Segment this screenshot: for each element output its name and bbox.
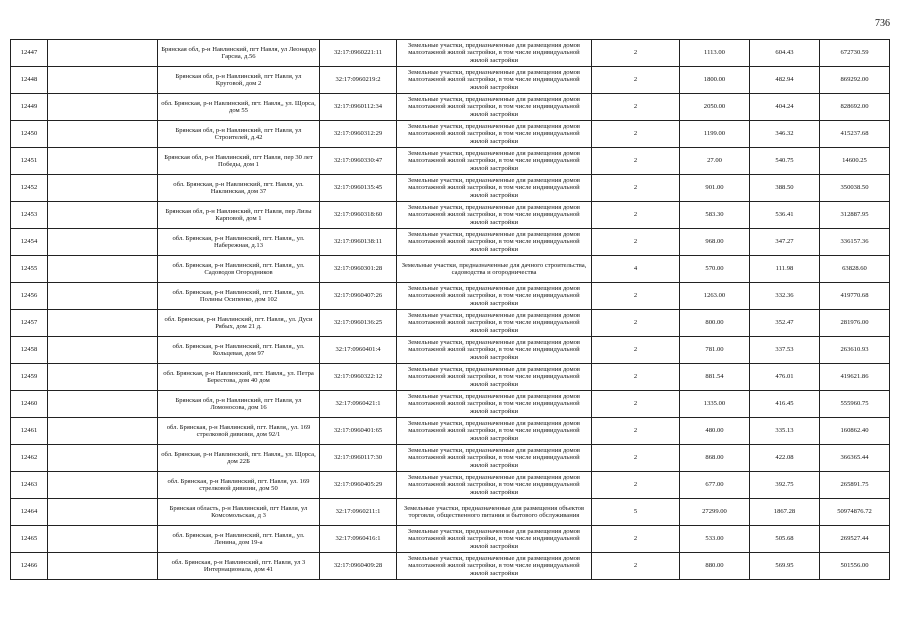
unit-value-cell: 388.50 — [750, 175, 820, 202]
empty-cell — [48, 94, 158, 121]
category-cell: 2 — [592, 526, 680, 553]
address-cell: обл. Брянская, р-н Навлинский, пгт. Навля, ул 3 Интернационала, дом 41 — [158, 553, 320, 580]
cadastral-number-cell: 32:17:0960112:34 — [320, 94, 397, 121]
address-cell: Брянская обл, р-н Навлинский, пгт Навля, ул Строителей, д.42 — [158, 121, 320, 148]
category-cell: 4 — [592, 256, 680, 283]
cadastral-number-cell: 32:17:0960221:11 — [320, 40, 397, 67]
address-cell: обл. Брянская, р-н Навлинский, пгт. Навля,, ул. Садоводов Огородников — [158, 256, 320, 283]
area-cell: 1263.00 — [680, 283, 750, 310]
cadastral-value-cell: 828692.00 — [820, 94, 890, 121]
address-cell: обл. Брянская, р-н Навлинский, пгт. Навля,, ул. Щорса, дом 22Б — [158, 445, 320, 472]
cadastral-value-cell: 265891.75 — [820, 472, 890, 499]
address-cell: Брянская обл, р-н Навлинский, пгт Навля, ул Леонардо Гарсиа, д.56 — [158, 40, 320, 67]
cadastral-value-cell: 336157.36 — [820, 229, 890, 256]
address-cell: обл. Брянская, р-н Навлинский, пгт. Навля,, ул. 169 стрелковой дивизии, дом 92/1 — [158, 418, 320, 445]
unit-value-cell: 332.36 — [750, 283, 820, 310]
land-use-cell: Земельные участки, предназначенные для размещения домов малоэтажной жилой застройки, в том числе индивидуальной жилой застройки — [397, 148, 592, 175]
empty-cell — [48, 40, 158, 67]
row-number: 12463 — [11, 472, 48, 499]
area-cell: 583.30 — [680, 202, 750, 229]
empty-cell — [48, 553, 158, 580]
address-cell: Брянская обл, р-н Навлинский, пгт Навля, ул Ломоносова, дом 16 — [158, 391, 320, 418]
cadastral-number-cell: 32:17:0960138:11 — [320, 229, 397, 256]
empty-cell — [48, 418, 158, 445]
unit-value-cell: 392.75 — [750, 472, 820, 499]
unit-value-cell: 416.45 — [750, 391, 820, 418]
address-cell: Брянская обл, р-н Навлинский, пгт Навля, ул Круговой, дом 2 — [158, 67, 320, 94]
land-use-cell: Земельные участки, предназначенные для размещения домов малоэтажной жилой застройки, в том числе индивидуальной жилой застройки — [397, 175, 592, 202]
land-use-cell: Земельные участки, предназначенные для размещения домов малоэтажной жилой застройки, в том числе индивидуальной жилой застройки — [397, 67, 592, 94]
unit-value-cell: 540.75 — [750, 148, 820, 175]
table-row — [11, 310, 890, 337]
land-use-cell: Земельные участки, предназначенные для размещения домов малоэтажной жилой застройки, в том числе индивидуальной жилой застройки — [397, 445, 592, 472]
row-number: 12449 — [11, 94, 48, 121]
cadastral-number-cell: 32:17:0960416:1 — [320, 526, 397, 553]
table-row — [11, 256, 890, 283]
address-cell: обл. Брянская, р-н Навлинский, пгт. Навля,, ул. Дуси Рябых, дом 21 д. — [158, 310, 320, 337]
table-row — [11, 229, 890, 256]
table-row — [11, 526, 890, 553]
row-number: 12458 — [11, 337, 48, 364]
cadastral-number-cell: 32:17:0960405:29 — [320, 472, 397, 499]
cadastral-value-cell: 350038.50 — [820, 175, 890, 202]
area-cell: 27299.00 — [680, 499, 750, 526]
empty-cell — [48, 67, 158, 94]
cadastral-number-cell: 32:17:0960421:1 — [320, 391, 397, 418]
cadastral-value-cell: 555960.75 — [820, 391, 890, 418]
land-use-cell: Земельные участки, предназначенные для размещения домов малоэтажной жилой застройки, в том числе индивидуальной жилой застройки — [397, 202, 592, 229]
land-use-cell: Земельные участки, предназначенные для размещения домов малоэтажной жилой застройки, в том числе индивидуальной жилой застройки — [397, 391, 592, 418]
empty-cell — [48, 175, 158, 202]
row-number: 12460 — [11, 391, 48, 418]
table-row — [11, 67, 890, 94]
address-cell: обл. Брянская, р-н Навлинский, пгт. Навля, ул. Наклинская, дом 37 — [158, 175, 320, 202]
area-cell: 1113.00 — [680, 40, 750, 67]
category-cell: 2 — [592, 472, 680, 499]
category-cell: 2 — [592, 553, 680, 580]
land-use-cell: Земельные участки, предназначенные для размещения домов малоэтажной жилой застройки, в том числе индивидуальной жилой застройки — [397, 472, 592, 499]
cadastral-value-cell: 63828.60 — [820, 256, 890, 283]
cadastral-value-cell: 14600.25 — [820, 148, 890, 175]
row-number: 12456 — [11, 283, 48, 310]
unit-value-cell: 1867.28 — [750, 499, 820, 526]
cadastral-number-cell: 32:17:0960401:65 — [320, 418, 397, 445]
category-cell: 2 — [592, 67, 680, 94]
empty-cell — [48, 148, 158, 175]
land-use-cell: Земельные участки, предназначенные для дачного строительства, садоводства и огородничества — [397, 256, 592, 283]
empty-cell — [48, 229, 158, 256]
empty-cell — [48, 526, 158, 553]
cadastral-number-cell: 32:17:0960136:25 — [320, 310, 397, 337]
area-cell: 1800.00 — [680, 67, 750, 94]
cadastral-number-cell: 32:17:0960211:1 — [320, 499, 397, 526]
land-use-cell: Земельные участки, предназначенные для размещения домов малоэтажной жилой застройки, в том числе индивидуальной жилой застройки — [397, 310, 592, 337]
table-row — [11, 121, 890, 148]
table-row — [11, 337, 890, 364]
category-cell: 2 — [592, 148, 680, 175]
row-number: 12450 — [11, 121, 48, 148]
unit-value-cell: 505.68 — [750, 526, 820, 553]
cadastral-value-cell: 50974876.72 — [820, 499, 890, 526]
land-use-cell: Земельные участки, предназначенные для размещения домов малоэтажной жилой застройки, в том числе индивидуальной жилой застройки — [397, 337, 592, 364]
category-cell: 2 — [592, 364, 680, 391]
address-cell: обл. Брянская, р-н Навлинский, пгт. Навля,, ул. Ленина, дом 19-а — [158, 526, 320, 553]
table-row — [11, 364, 890, 391]
category-cell: 2 — [592, 418, 680, 445]
cadastral-value-cell: 366365.44 — [820, 445, 890, 472]
area-cell: 27.00 — [680, 148, 750, 175]
row-number: 12451 — [11, 148, 48, 175]
category-cell: 2 — [592, 121, 680, 148]
area-cell: 781.00 — [680, 337, 750, 364]
area-cell: 480.00 — [680, 418, 750, 445]
cadastral-value-cell: 419621.86 — [820, 364, 890, 391]
empty-cell — [48, 472, 158, 499]
cadastral-value-cell: 281976.00 — [820, 310, 890, 337]
land-use-cell: Земельные участки, предназначенные для размещения домов малоэтажной жилой застройки, в том числе индивидуальной жилой застройки — [397, 229, 592, 256]
cadastral-value-cell: 263610.93 — [820, 337, 890, 364]
area-cell: 1335.00 — [680, 391, 750, 418]
cadastral-value-cell: 672730.59 — [820, 40, 890, 67]
unit-value-cell: 335.13 — [750, 418, 820, 445]
area-cell: 901.00 — [680, 175, 750, 202]
unit-value-cell: 337.53 — [750, 337, 820, 364]
category-cell: 2 — [592, 175, 680, 202]
area-cell: 570.00 — [680, 256, 750, 283]
category-cell: 2 — [592, 391, 680, 418]
row-number: 12465 — [11, 526, 48, 553]
category-cell: 2 — [592, 337, 680, 364]
category-cell: 2 — [592, 283, 680, 310]
address-cell: Брянская обл, р-н Навлинский, пгт Навля, пер Лизы Карповой, дом 1 — [158, 202, 320, 229]
page-number: 736 — [875, 18, 890, 29]
unit-value-cell: 482.94 — [750, 67, 820, 94]
cadastral-number-cell: 32:17:0960312:29 — [320, 121, 397, 148]
area-cell: 868.00 — [680, 445, 750, 472]
table-row — [11, 391, 890, 418]
area-cell: 1199.00 — [680, 121, 750, 148]
cadastral-number-cell: 32:17:0960401:4 — [320, 337, 397, 364]
unit-value-cell: 404.24 — [750, 94, 820, 121]
cadastral-number-cell: 32:17:0960318:60 — [320, 202, 397, 229]
address-cell: Брянская область, р-н Навлинский, пгт Навля, ул Комсомольская, д 3 — [158, 499, 320, 526]
land-use-cell: Земельные участки, предназначенные для размещения домов малоэтажной жилой застройки, в том числе индивидуальной жилой застройки — [397, 418, 592, 445]
table-row — [11, 175, 890, 202]
row-number: 12461 — [11, 418, 48, 445]
cadastral-value-cell: 501556.00 — [820, 553, 890, 580]
area-cell: 880.00 — [680, 553, 750, 580]
land-use-cell: Земельные участки, предназначенные для размещения объектов торговли, общественного питания и бытового обслуживания — [397, 499, 592, 526]
table-row — [11, 553, 890, 580]
category-cell: 2 — [592, 94, 680, 121]
row-number: 12455 — [11, 256, 48, 283]
table-body — [11, 40, 890, 580]
table-row — [11, 40, 890, 67]
cadastral-value-table — [10, 39, 890, 580]
category-cell: 2 — [592, 229, 680, 256]
land-use-cell: Земельные участки, предназначенные для размещения домов малоэтажной жилой застройки, в том числе индивидуальной жилой застройки — [397, 121, 592, 148]
area-cell: 800.00 — [680, 310, 750, 337]
area-cell: 533.00 — [680, 526, 750, 553]
table-row — [11, 148, 890, 175]
row-number: 12464 — [11, 499, 48, 526]
address-cell: обл. Брянская, р-н Навлинский, пгт. Навля,, ул. Кольцевая, дом 97 — [158, 337, 320, 364]
row-number: 12457 — [11, 310, 48, 337]
unit-value-cell: 347.27 — [750, 229, 820, 256]
area-cell: 881.54 — [680, 364, 750, 391]
row-number: 12448 — [11, 67, 48, 94]
unit-value-cell: 352.47 — [750, 310, 820, 337]
cadastral-number-cell: 32:17:0960135:45 — [320, 175, 397, 202]
empty-cell — [48, 256, 158, 283]
land-use-cell: Земельные участки, предназначенные для размещения домов малоэтажной жилой застройки, в том числе индивидуальной жилой застройки — [397, 94, 592, 121]
cadastral-number-cell: 32:17:0960117:30 — [320, 445, 397, 472]
address-cell: обл. Брянская, р-н Навлинский, пгт. Навля,, ул. Петра Берестова, дом 40 дом — [158, 364, 320, 391]
row-number: 12447 — [11, 40, 48, 67]
address-cell: обл. Брянская, р-н Навлинский, пгт. Навля,, ул. Щорса, дом 55 — [158, 94, 320, 121]
cadastral-value-cell: 869292.00 — [820, 67, 890, 94]
row-number: 12454 — [11, 229, 48, 256]
cadastral-value-cell: 160862.40 — [820, 418, 890, 445]
address-cell: Брянская обл, р-н Навлинский, пгт Навля, пер 30 лет Победы, дом 1 — [158, 148, 320, 175]
cadastral-value-cell: 312887.95 — [820, 202, 890, 229]
address-cell: обл. Брянская, р-н Навлинский, пгт. Навля, ул. 169 стрелковой дивизии, дом 50 — [158, 472, 320, 499]
table-row — [11, 94, 890, 121]
empty-cell — [48, 391, 158, 418]
land-use-cell: Земельные участки, предназначенные для размещения домов малоэтажной жилой застройки, в том числе индивидуальной жилой застройки — [397, 283, 592, 310]
unit-value-cell: 476.01 — [750, 364, 820, 391]
row-number: 12466 — [11, 553, 48, 580]
area-cell: 677.00 — [680, 472, 750, 499]
row-number: 12452 — [11, 175, 48, 202]
empty-cell — [48, 121, 158, 148]
address-cell: обл. Брянская, р-н Навлинский, пгт. Навля,, ул. Набережная, д.13 — [158, 229, 320, 256]
cadastral-number-cell: 32:17:0960301:28 — [320, 256, 397, 283]
table-row — [11, 472, 890, 499]
land-use-cell: Земельные участки, предназначенные для размещения домов малоэтажной жилой застройки, в том числе индивидуальной жилой застройки — [397, 364, 592, 391]
row-number: 12459 — [11, 364, 48, 391]
unit-value-cell: 604.43 — [750, 40, 820, 67]
address-cell: обл. Брянская, р-н Навлинский, пгт. Навля,, ул. Полины Осипенко, дом 102 — [158, 283, 320, 310]
empty-cell — [48, 283, 158, 310]
cadastral-number-cell: 32:17:0960322:12 — [320, 364, 397, 391]
table-row — [11, 499, 890, 526]
area-cell: 2050.00 — [680, 94, 750, 121]
empty-cell — [48, 445, 158, 472]
table-row — [11, 202, 890, 229]
category-cell: 2 — [592, 40, 680, 67]
category-cell: 2 — [592, 310, 680, 337]
cadastral-number-cell: 32:17:0960407:26 — [320, 283, 397, 310]
row-number: 12462 — [11, 445, 48, 472]
table-row — [11, 283, 890, 310]
unit-value-cell: 569.95 — [750, 553, 820, 580]
unit-value-cell: 536.41 — [750, 202, 820, 229]
row-number: 12453 — [11, 202, 48, 229]
cadastral-value-cell: 419770.68 — [820, 283, 890, 310]
table-row — [11, 418, 890, 445]
empty-cell — [48, 310, 158, 337]
unit-value-cell: 111.98 — [750, 256, 820, 283]
category-cell: 5 — [592, 499, 680, 526]
cadastral-value-cell: 269527.44 — [820, 526, 890, 553]
cadastral-number-cell: 32:17:0960219:2 — [320, 67, 397, 94]
unit-value-cell: 346.32 — [750, 121, 820, 148]
empty-cell — [48, 499, 158, 526]
cadastral-value-cell: 415237.68 — [820, 121, 890, 148]
category-cell: 2 — [592, 445, 680, 472]
land-use-cell: Земельные участки, предназначенные для размещения домов малоэтажной жилой застройки, в том числе индивидуальной жилой застройки — [397, 40, 592, 67]
cadastral-number-cell: 32:17:0960330:47 — [320, 148, 397, 175]
unit-value-cell: 422.08 — [750, 445, 820, 472]
area-cell: 968.00 — [680, 229, 750, 256]
empty-cell — [48, 337, 158, 364]
land-use-cell: Земельные участки, предназначенные для размещения домов малоэтажной жилой застройки, в том числе индивидуальной жилой застройки — [397, 553, 592, 580]
cadastral-number-cell: 32:17:0960409:28 — [320, 553, 397, 580]
category-cell: 2 — [592, 202, 680, 229]
empty-cell — [48, 364, 158, 391]
empty-cell — [48, 202, 158, 229]
table-row — [11, 445, 890, 472]
land-use-cell: Земельные участки, предназначенные для размещения домов малоэтажной жилой застройки, в том числе индивидуальной жилой застройки — [397, 526, 592, 553]
